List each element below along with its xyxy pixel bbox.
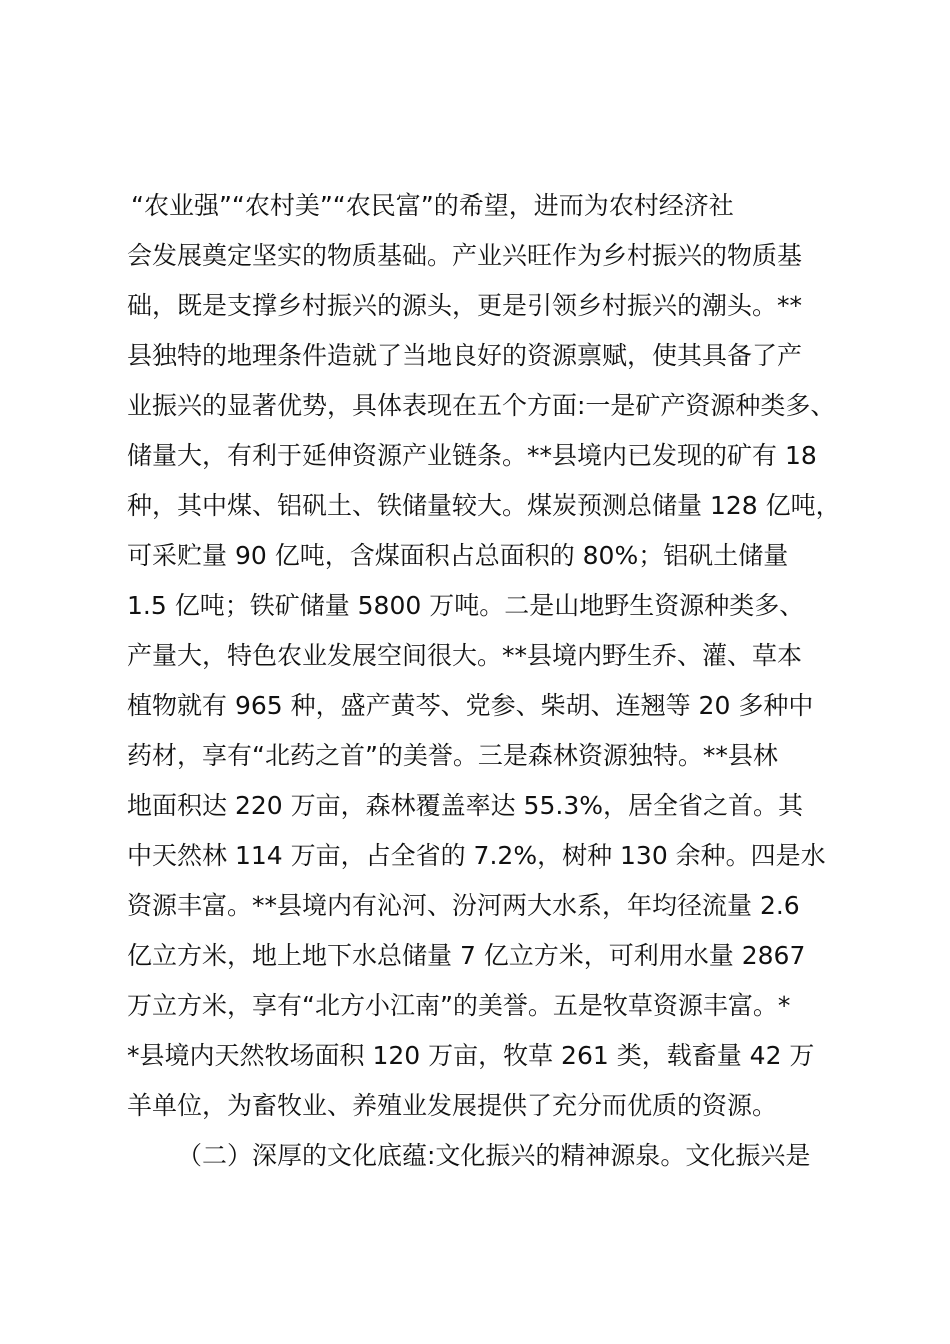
- text-line: 万立方米，享有“北方小江南”的美誉。五是牧草资源丰富。*: [127, 991, 791, 1020]
- text-line: 羊单位，为畜牧业、养殖业发展提供了充分而优质的资源。: [127, 1091, 778, 1120]
- text-line: 础，既是支撑乡村振兴的源头，更是引领乡村振兴的潮头。**: [127, 291, 803, 320]
- text-line: 储量大，有利于延伸资源产业链条。**县境内已发现的矿有 18: [127, 441, 817, 470]
- text-line: 种，其中煤、铝矾土、铁储量较大。煤炭预测总储量 128 亿吨，: [127, 491, 841, 520]
- text-line: *县境内天然牧场面积 120 万亩，牧草 261 类，载畜量 42 万: [127, 1041, 815, 1070]
- text-line: 可采贮量 90 亿吨，含煤面积占总面积的 80%；铝矾土储量: [127, 541, 789, 570]
- text-line: 药材，享有“北药之首”的美誉。三是森林资源独特。**县林: [127, 741, 778, 770]
- text-line: “农业强”“农村美”“农民富”的希望，进而为农村经济社: [131, 191, 734, 220]
- section-heading-line: （二）深厚的文化底蕴:文化振兴的精神源泉。文化振兴是: [177, 1141, 811, 1170]
- text-line: 会发展奠定坚实的物质基础。产业兴旺作为乡村振兴的物质基: [127, 241, 803, 270]
- text-line: 资源丰富。**县境内有沁河、汾河两大水系，年均径流量 2.6: [127, 891, 800, 920]
- text-line: 1.5 亿吨；铁矿储量 5800 万吨。二是山地野生资源种类多、: [127, 591, 805, 620]
- text-line: 地面积达 220 万亩，森林覆盖率达 55.3%，居全省之首。其: [127, 791, 803, 820]
- text-line: 业振兴的显著优势，具体表现在五个方面:一是矿产资源种类多、: [127, 391, 836, 420]
- text-line: 植物就有 965 种，盛产黄芩、党参、柴胡、连翘等 20 多种中: [127, 691, 814, 720]
- body-text: [127, 181, 847, 1181]
- text-line: 中天然林 114 万亩，占全省的 7.2%，树种 130 余种。四是水: [127, 841, 826, 870]
- text-line: 产量大，特色农业发展空间很大。**县境内野生乔、灌、草本: [127, 641, 803, 670]
- text-line: 县独特的地理条件造就了当地良好的资源禀赋，使其具备了产: [127, 341, 803, 370]
- text-line: 亿立方米，地上地下水总储量 7 亿立方米，可利用水量 2867: [127, 941, 806, 970]
